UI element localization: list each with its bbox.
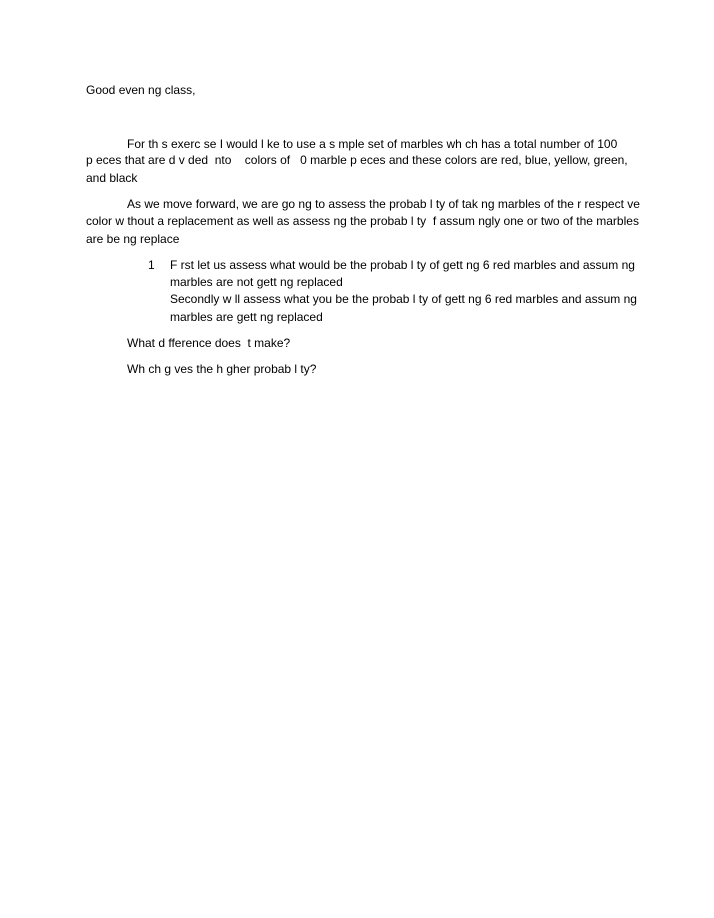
paragraph-2-line-3: are be ng replace: [86, 232, 180, 246]
list-item-line-1: F rst let us assess what would be the probab l ty of gett ng 6 red marbles and assum ng: [170, 258, 635, 272]
greeting-text: Good even ng class,: [86, 83, 196, 97]
paragraph-2-line-2: color w thout a replacement as well as assess ng the probab l ty f assum ngly one or two of the marbles: [86, 214, 639, 228]
paragraph-1-line-3: and black: [86, 171, 138, 185]
list-item-line-4: marbles are gett ng replaced: [170, 310, 323, 324]
list-item-line-2: marbles are not gett ng replaced: [170, 275, 343, 289]
paragraph-1-line-2: p eces that are d v ded nto colors of 0 marble p eces and these colors are red, blue, yellow, green,: [86, 153, 628, 167]
list-item-number: 1: [148, 258, 155, 272]
list-item-line-3: Secondly w ll assess what you be the probab l ty of gett ng 6 red marbles and assum ng: [170, 292, 637, 306]
paragraph-1-line-1: For th s exerc se I would l ke to use a s mple set of marbles wh ch has a total number of 100: [127, 137, 618, 151]
question-higher-probability: Wh ch g ves the h gher probab l ty?: [127, 362, 317, 376]
paragraph-2-line-1: As we move forward, we are go ng to assess the probab l ty of tak ng marbles of the r respect ve: [127, 197, 640, 211]
question-difference: What d fference does t make?: [127, 336, 291, 350]
